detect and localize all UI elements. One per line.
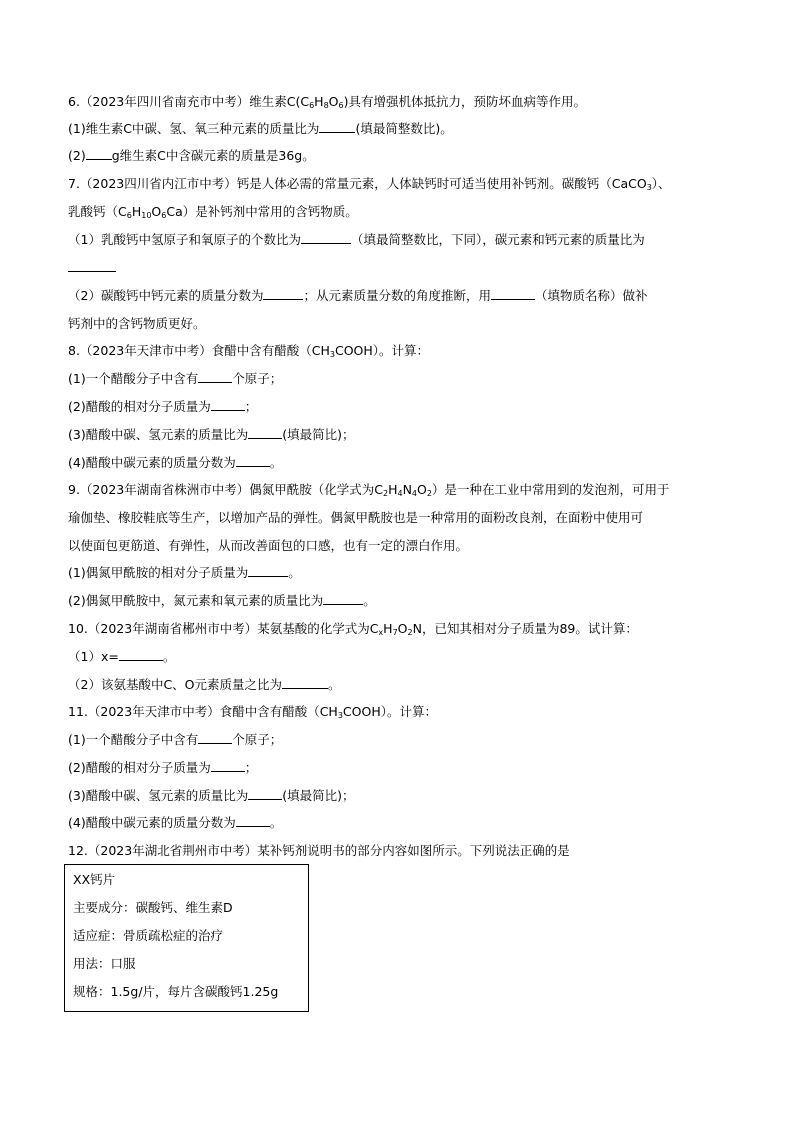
- q7-part2-cont: 钙剂中的含钙物质更好。: [68, 316, 206, 331]
- answer-blank[interactable]: [491, 287, 535, 300]
- q7-part2: （2）碳酸钙中钙元素的质量分数为 ；从元素质量分数的角度推断，用 （填物质名称）做补: [68, 288, 648, 303]
- q6-part2: (2) g维生素C中含碳元素的质量是36g。: [68, 148, 315, 163]
- answer-blank[interactable]: [282, 676, 328, 689]
- answer-blank[interactable]: [248, 787, 282, 800]
- answer-blank[interactable]: [119, 648, 163, 661]
- label-specification: 规格：1.5g/片，每片含碳酸钙1.25g: [73, 984, 279, 999]
- label-indications: 适应症：骨质疏松症的治疗: [73, 928, 224, 943]
- q8-part1: (1)一个醋酸分子中含有 个原子；: [68, 371, 283, 386]
- answer-blank[interactable]: [263, 287, 303, 300]
- q10-part1: （1）x= 。: [68, 649, 176, 664]
- q7-part1: （1）乳酸钙中氢原子和氧原子的个数比为 （填最简整数比，下同），碳元素和钙元素的质量比为: [68, 232, 645, 247]
- q9-stem: 9.（2023年湖南省株洲市中考）偶氮甲酰胺（化学式为$C_2H_4N_4O_2$）是一种在工业中常用到的发泡剂，可用于: [68, 482, 670, 498]
- q8-part2: (2)醋酸的相对分子质量为 ；: [68, 399, 258, 414]
- q11-part3: (3)醋酸中碳、氢元素的质量比为 (填最简比)；: [68, 788, 355, 803]
- supplement-label-box: [64, 864, 309, 1012]
- answer-blank[interactable]: [68, 259, 116, 272]
- q9-stem-cont1: 瑜伽垫、橡胶鞋底等生产，以增加产品的弹性。偶氮甲酰胺也是一种常用的面粉改良剂，在面粉中使用可: [68, 510, 644, 525]
- q9-stem-cont2: 以使面包更筋道、有弹性，从而改善面包的口感，也有一定的漂白作用。: [68, 538, 469, 553]
- q6-stem: 6.（2023年四川省南充市中考）维生素$C(C_6H_8O_6)$具有增强机体抵抗力，预防坏血病等作用。: [68, 94, 586, 110]
- label-usage: 用法：口服: [73, 956, 136, 971]
- label-ingredients: 主要成分：碳酸钙、维生素D: [73, 900, 233, 915]
- q7-stem: 7.（2023四川省内江市中考）钙是人体必需的常量元素，人体缺钙时可适当使用补钙剂。碳酸钙（CaCO$_3$）、: [68, 176, 671, 192]
- label-product-name: XX钙片: [73, 872, 116, 887]
- answer-blank[interactable]: [236, 454, 270, 467]
- answer-blank[interactable]: [198, 731, 232, 744]
- q10-part2: （2）该氨基酸中C、O元素质量之比为 。: [68, 677, 341, 692]
- answer-blank[interactable]: [248, 564, 288, 577]
- q9-part1: (1)偶氮甲酰胺的相对分子质量为 。: [68, 565, 301, 580]
- q7-part1-cont: [68, 259, 116, 277]
- q10-stem: 10.（2023年湖南省郴州市中考）某氨基酸的化学式为$C_xH_7O_2N$，已知其相对分子质量为89。试计算：: [68, 621, 638, 637]
- answer-blank[interactable]: [323, 592, 363, 605]
- q11-part2: (2)醋酸的相对分子质量为 ；: [68, 760, 258, 775]
- q8-stem: 8.（2023年天津市中考）食醋中含有醋酸$(CH_3COOH)$。计算：: [68, 343, 430, 359]
- answer-blank[interactable]: [211, 398, 245, 411]
- q8-part3: (3)醋酸中碳、氢元素的质量比为 (填最简比)；: [68, 427, 355, 442]
- q12-stem: 12.（2023年湖北省荆州市中考）某补钙剂说明书的部分内容如图所示。下列说法正确的是: [68, 843, 570, 858]
- q6-part1: (1)维生素C中碳、氢、氧三种元素的质量比为 (填最简整数比)。: [68, 121, 453, 136]
- answer-blank[interactable]: [236, 814, 270, 827]
- answer-blank[interactable]: [86, 147, 112, 160]
- q8-part4: (4)醋酸中碳元素的质量分数为 。: [68, 455, 283, 470]
- q9-part2: (2)偶氮甲酰胺中，氮元素和氧元素的质量比为 。: [68, 593, 376, 608]
- q11-part4: (4)醋酸中碳元素的质量分数为 。: [68, 815, 283, 830]
- q7-stem-cont: 乳酸钙$(C_6H_{10}O_6Ca)$是补钙剂中常用的含钙物质。: [68, 204, 358, 220]
- answer-blank[interactable]: [211, 759, 245, 772]
- answer-blank[interactable]: [301, 231, 351, 244]
- answer-blank[interactable]: [248, 426, 282, 439]
- answer-blank[interactable]: [319, 120, 355, 133]
- answer-blank[interactable]: [198, 370, 232, 383]
- q11-part1: (1)一个醋酸分子中含有 个原子；: [68, 732, 283, 747]
- q11-stem: 11.（2023年天津市中考）食醋中含有醋酸$(CH_3COOH)$。计算：: [68, 704, 437, 720]
